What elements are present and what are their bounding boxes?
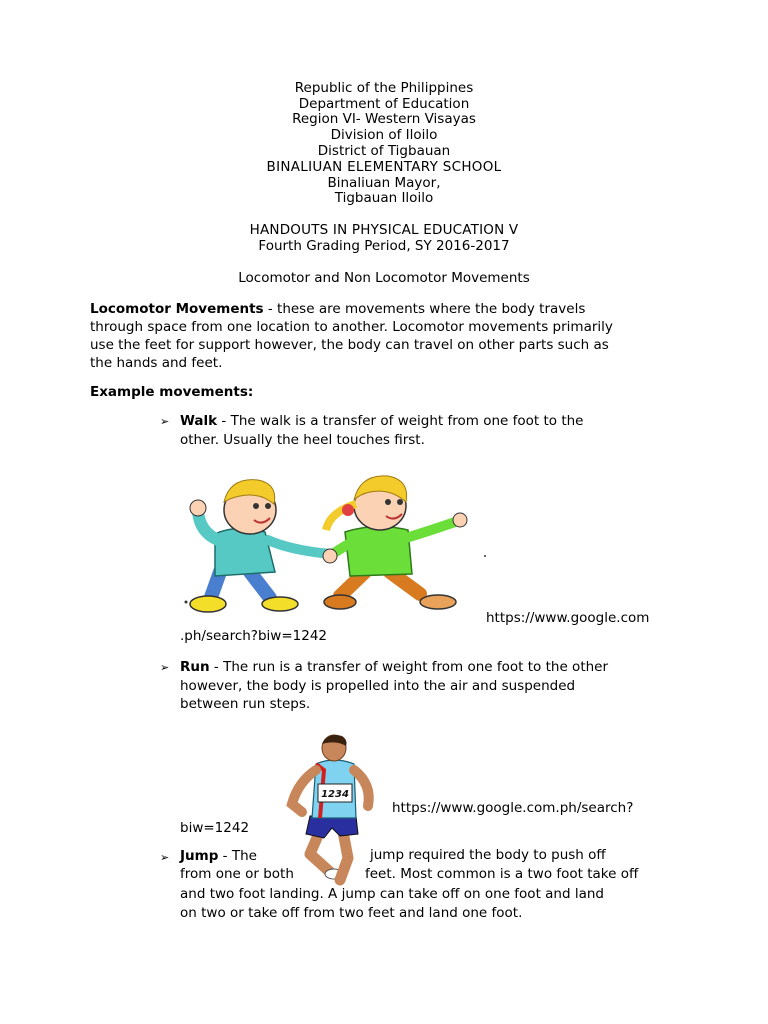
jump-term: Jump xyxy=(180,848,219,864)
examples-heading: Example movements: xyxy=(90,384,254,400)
jump-bullet-icon: ➢ xyxy=(160,851,170,864)
runner-bib-number: 1234 xyxy=(321,789,349,800)
header-republic: Republic of the Philippines xyxy=(294,80,474,96)
jump-line-4: on two or take off from two feet and land one foot. xyxy=(180,905,523,921)
boy-figure xyxy=(190,480,330,612)
jump-line-3: and two foot landing. A jump can take off on one foot and land xyxy=(180,886,604,902)
header-department: Department of Education xyxy=(298,96,470,112)
run-line-1 xyxy=(180,658,680,677)
intro-line-4: the hands and feet. xyxy=(90,355,223,371)
walk-url-part-2: .ph/search?biw=1242 xyxy=(180,628,328,644)
school-address-2: Tigbauan Iloilo xyxy=(334,190,434,206)
walk-url-part-1: https://www.google.com xyxy=(486,610,650,626)
school-name: BINALIUAN ELEMENTARY SCHOOL xyxy=(266,159,502,175)
walking-children-image xyxy=(180,472,480,622)
walk-bullet-icon: ➢ xyxy=(160,415,170,428)
run-text-1: - The run is a transfer of weight from one foot to the other xyxy=(209,659,609,675)
grading-period: Fourth Grading Period, SY 2016-2017 xyxy=(258,238,510,254)
run-term: Run xyxy=(180,659,210,675)
school-address-1: Binaliuan Mayor, xyxy=(327,175,441,191)
run-url-part-1: https://www.google.com.ph/search? xyxy=(392,800,634,816)
jump-text-1b: jump required the body to push off xyxy=(370,847,606,863)
jump-text-1a: - The xyxy=(218,848,257,864)
header-district: District of Tigbauan xyxy=(317,143,451,159)
run-line-3: between run steps. xyxy=(180,696,311,712)
header-division: Division of Iloilo xyxy=(330,127,438,143)
header-region: Region VI- Western Visayas xyxy=(292,111,476,127)
walk-line-2: other. Usually the heel touches first. xyxy=(180,432,425,448)
walk-term: Walk xyxy=(180,413,218,429)
intro-line-3: use the feet for support however, the body can travel on other parts such as xyxy=(90,337,609,353)
jump-text-2b: feet. Most common is a two foot take off xyxy=(365,866,639,882)
intro-text-1: - these are movements where the body travels xyxy=(263,301,586,317)
jump-text-2a: from one or both xyxy=(180,866,294,882)
intro-line-1 xyxy=(90,300,680,318)
topic-title: Locomotor and Non Locomotor Movements xyxy=(238,270,530,286)
run-url-part-2: biw=1242 xyxy=(180,820,250,836)
walk-line-1 xyxy=(180,412,680,431)
girl-figure xyxy=(323,476,467,609)
run-line-2: however, the body is propelled into the air and suspended xyxy=(180,678,576,694)
intro-line-2: through space from one location to another. Locomotor movements primarily xyxy=(90,319,613,335)
intro-term: Locomotor Movements xyxy=(90,301,264,317)
handout-title: HANDOUTS IN PHYSICAL EDUCATION V xyxy=(249,222,519,238)
run-bullet-icon: ➢ xyxy=(160,661,170,674)
walk-text-1: - The walk is a transfer of weight from one foot to the xyxy=(217,413,584,429)
